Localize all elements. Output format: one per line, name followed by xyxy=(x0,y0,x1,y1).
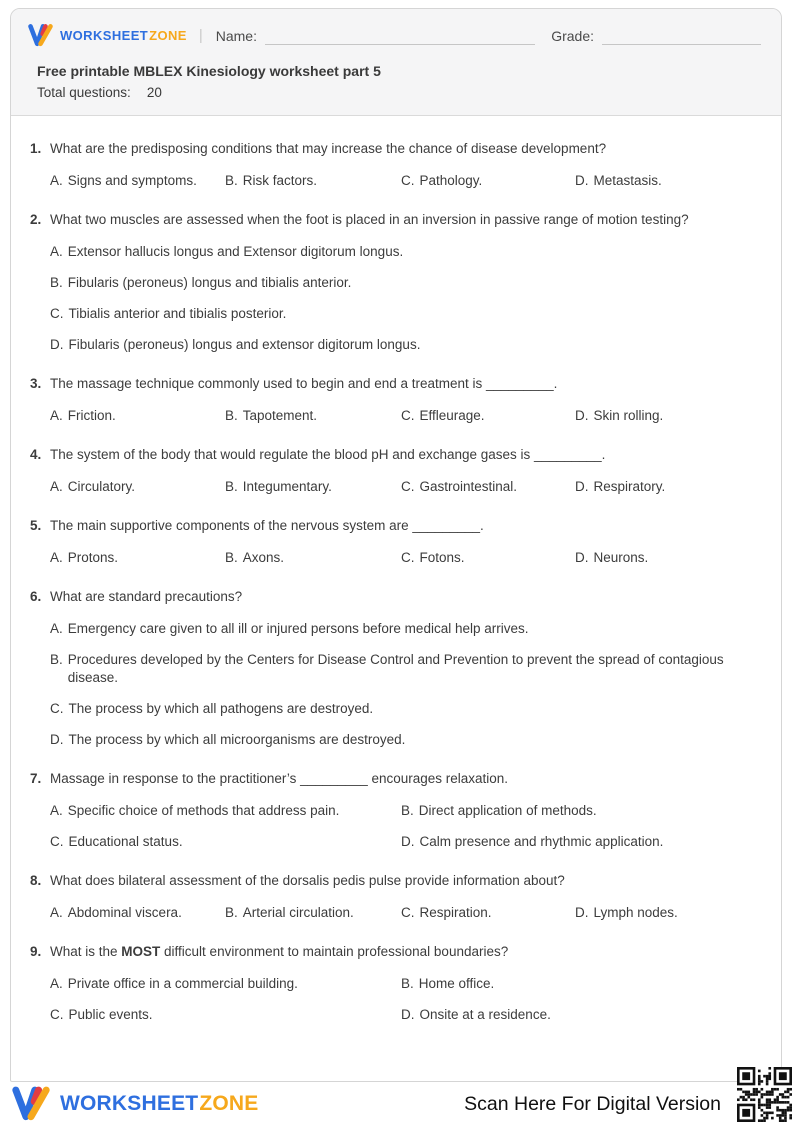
answer-option xyxy=(401,478,575,496)
option-text: Fibularis (peroneus) longus and extensor digitorum longus. xyxy=(68,337,421,352)
question-item xyxy=(30,770,761,851)
option-letter: A. xyxy=(50,976,63,991)
question-item xyxy=(30,211,761,354)
option-letter: A. xyxy=(50,408,63,423)
option-text: Calm presence and rhythmic application. xyxy=(419,834,664,849)
brand-word-worksheet: WORKSHEET xyxy=(60,28,149,43)
brand-word-zone: ZONE xyxy=(199,1092,259,1115)
option-letter: C. xyxy=(401,173,415,188)
answer-option xyxy=(225,407,401,425)
option-letter: C. xyxy=(50,306,64,321)
answer-option xyxy=(401,904,575,922)
option-letter: C. xyxy=(50,834,64,849)
option-text: Axons. xyxy=(242,550,285,565)
option-letter: B. xyxy=(225,550,238,565)
option-letter: A. xyxy=(50,803,63,818)
grade-label: Grade: xyxy=(551,27,595,44)
options-group xyxy=(50,802,761,851)
worksheet-sheet xyxy=(10,8,782,1082)
footer-brand-name xyxy=(60,1092,258,1116)
option-text: Tibialis anterior and tibialis posterior. xyxy=(68,306,287,321)
question-item xyxy=(30,446,761,496)
option-letter: C. xyxy=(401,905,415,920)
page-footer xyxy=(10,1085,783,1122)
answer-option xyxy=(50,620,761,638)
question-head xyxy=(30,140,761,158)
answer-option xyxy=(50,305,761,323)
option-text: Abdominal viscera. xyxy=(67,905,182,920)
option-text: Skin rolling. xyxy=(593,408,664,423)
options-group xyxy=(50,904,761,922)
answer-option xyxy=(50,904,225,922)
scan-here-text: Scan Here For Digital Version xyxy=(464,1092,721,1115)
option-text: Tapotement. xyxy=(242,408,318,423)
option-text: Emergency care given to all ill or injured persons before medical help arrives. xyxy=(67,621,529,636)
answer-option xyxy=(575,172,761,190)
question-number: 6. xyxy=(30,589,42,604)
option-text: Pathology. xyxy=(419,173,483,188)
answer-option xyxy=(401,549,575,567)
option-text: Educational status. xyxy=(68,834,183,849)
question-number: 8. xyxy=(30,873,42,888)
option-letter: D. xyxy=(575,479,589,494)
option-letter: D. xyxy=(50,337,64,352)
question-item xyxy=(30,140,761,190)
option-letter: C. xyxy=(401,408,415,423)
option-text: Home office. xyxy=(418,976,495,991)
options-group xyxy=(50,620,761,749)
question-number: 2. xyxy=(30,212,42,227)
total-questions-value: 20 xyxy=(146,85,162,100)
answer-option xyxy=(401,802,761,820)
question-head xyxy=(30,211,761,229)
question-head xyxy=(30,943,761,961)
answer-option xyxy=(50,549,225,567)
option-letter: B. xyxy=(401,976,414,991)
options-group xyxy=(50,407,761,425)
question-item xyxy=(30,872,761,922)
answer-option xyxy=(225,172,401,190)
option-letter: B. xyxy=(225,408,238,423)
option-letter: D. xyxy=(50,732,64,747)
option-text: Neurons. xyxy=(593,550,649,565)
question-text: What two muscles are assessed when the foot is placed in an inversion in passive range of motion testing? xyxy=(50,212,689,227)
option-letter: C. xyxy=(50,701,64,716)
option-letter: D. xyxy=(575,550,589,565)
option-letter: C. xyxy=(50,1007,64,1022)
question-head xyxy=(30,375,761,393)
name-fill-line xyxy=(265,32,535,45)
option-text: Procedures developed by the Centers for Disease Control and Prevention to prevent the spread of contagious disease. xyxy=(67,652,724,685)
option-text: Extensor hallucis longus and Extensor digitorum longus. xyxy=(67,244,404,259)
option-letter: B. xyxy=(225,479,238,494)
question-text: What does bilateral assessment of the dorsalis pedis pulse provide information about? xyxy=(50,873,565,888)
option-letter: D. xyxy=(401,1007,415,1022)
option-text: Private office in a commercial building. xyxy=(67,976,298,991)
option-text: Protons. xyxy=(67,550,119,565)
question-item xyxy=(30,943,761,1024)
option-letter: B. xyxy=(50,275,63,290)
option-text: Respiratory. xyxy=(593,479,666,494)
answer-option xyxy=(50,1006,401,1024)
question-text: What are the predisposing conditions that may increase the chance of disease development? xyxy=(50,141,607,156)
answer-option xyxy=(401,172,575,190)
answer-option xyxy=(50,407,225,425)
question-item xyxy=(30,375,761,425)
option-letter: C. xyxy=(401,550,415,565)
question-number: 7. xyxy=(30,771,42,786)
answer-option xyxy=(50,478,225,496)
option-letter: D. xyxy=(575,173,589,188)
answer-option xyxy=(50,651,761,687)
question-text: What is the MOST difficult environment to maintain professional boundaries? xyxy=(50,944,509,959)
answer-option xyxy=(401,407,575,425)
option-text: Gastrointestinal. xyxy=(419,479,518,494)
answer-option xyxy=(50,700,761,718)
sheet-header xyxy=(11,9,781,116)
grade-fill-line xyxy=(602,32,761,45)
question-head xyxy=(30,517,761,535)
option-text: Public events. xyxy=(68,1007,153,1022)
option-letter: B. xyxy=(401,803,414,818)
answer-option xyxy=(50,274,761,292)
answer-option xyxy=(50,172,225,190)
question-text: The massage technique commonly used to begin and end a treatment is _________. xyxy=(50,376,558,391)
questions-list xyxy=(11,116,781,1024)
question-item xyxy=(30,588,761,749)
header-row xyxy=(27,23,761,48)
options-group xyxy=(50,975,761,1024)
question-head xyxy=(30,446,761,464)
answer-option xyxy=(575,549,761,567)
question-text: Massage in response to the practitioner’s _________ encourages relaxation. xyxy=(50,771,509,786)
option-text: Arterial circulation. xyxy=(242,905,354,920)
option-text: Onsite at a residence. xyxy=(419,1007,551,1022)
option-letter: D. xyxy=(401,834,415,849)
options-group xyxy=(50,549,761,567)
question-text: What are standard precautions? xyxy=(50,589,243,604)
option-text: Specific choice of methods that address pain. xyxy=(67,803,340,818)
option-letter: B. xyxy=(225,173,238,188)
option-letter: B. xyxy=(50,652,63,667)
brand-word-zone: ZONE xyxy=(149,28,187,43)
options-group xyxy=(50,478,761,496)
header-divider: | xyxy=(198,27,203,44)
option-letter: D. xyxy=(575,408,589,423)
option-text: The process by which all pathogens are destroyed. xyxy=(68,701,374,716)
question-number: 5. xyxy=(30,518,42,533)
name-label: Name: xyxy=(215,27,257,44)
option-letter: C. xyxy=(401,479,415,494)
option-text: Fibularis (peroneus) longus and tibialis anterior. xyxy=(67,275,352,290)
answer-option xyxy=(401,975,761,993)
question-number: 9. xyxy=(30,944,42,959)
total-questions xyxy=(37,85,761,100)
question-item xyxy=(30,517,761,567)
total-questions-label: Total questions: xyxy=(37,85,131,100)
worksheet-title: Free printable MBLEX Kinesiology worksheet part 5 xyxy=(37,63,381,79)
option-letter: A. xyxy=(50,479,63,494)
option-text: Respiration. xyxy=(419,905,492,920)
question-text: The system of the body that would regulate the blood pH and exchange gases is _________. xyxy=(50,447,606,462)
option-text: Lymph nodes. xyxy=(593,905,678,920)
brand-word-worksheet: WORKSHEET xyxy=(60,1092,199,1115)
option-letter: A. xyxy=(50,244,63,259)
footer-brand-logo xyxy=(10,1085,258,1122)
question-head xyxy=(30,872,761,890)
option-text: Friction. xyxy=(67,408,116,423)
option-text: Metastasis. xyxy=(593,173,662,188)
answer-option xyxy=(401,1006,761,1024)
option-text: Fotons. xyxy=(419,550,465,565)
answer-option xyxy=(575,407,761,425)
question-head xyxy=(30,588,761,606)
brand-name xyxy=(60,28,187,43)
options-group xyxy=(50,243,761,354)
answer-option xyxy=(50,802,401,820)
question-head xyxy=(30,770,761,788)
answer-option xyxy=(50,731,761,749)
option-letter: A. xyxy=(50,905,63,920)
option-text: Effleurage. xyxy=(419,408,485,423)
answer-option xyxy=(575,478,761,496)
question-number: 3. xyxy=(30,376,42,391)
answer-option xyxy=(225,478,401,496)
answer-option xyxy=(225,549,401,567)
question-text: The main supportive components of the nervous system are _________. xyxy=(50,518,484,533)
option-letter: A. xyxy=(50,173,63,188)
options-group xyxy=(50,172,761,190)
option-text: Signs and symptoms. xyxy=(67,173,197,188)
answer-option xyxy=(50,833,401,851)
answer-option xyxy=(50,975,401,993)
brand-logo xyxy=(27,23,187,48)
worksheetzone-logo-icon xyxy=(10,1085,52,1122)
answer-option xyxy=(50,243,761,261)
option-text: Direct application of methods. xyxy=(418,803,597,818)
answer-option xyxy=(50,336,761,354)
option-text: Circulatory. xyxy=(67,479,136,494)
answer-option xyxy=(401,833,761,851)
worksheetzone-logo-icon xyxy=(27,23,54,48)
option-text: Integumentary. xyxy=(242,479,332,494)
option-text: Risk factors. xyxy=(242,173,318,188)
qr-code-icon xyxy=(737,1067,792,1122)
option-letter: A. xyxy=(50,550,63,565)
option-letter: B. xyxy=(225,905,238,920)
answer-option xyxy=(225,904,401,922)
option-text: The process by which all microorganisms are destroyed. xyxy=(68,732,406,747)
question-number: 4. xyxy=(30,447,42,462)
answer-option xyxy=(575,904,761,922)
question-number: 1. xyxy=(30,141,42,156)
option-letter: D. xyxy=(575,905,589,920)
option-letter: A. xyxy=(50,621,63,636)
